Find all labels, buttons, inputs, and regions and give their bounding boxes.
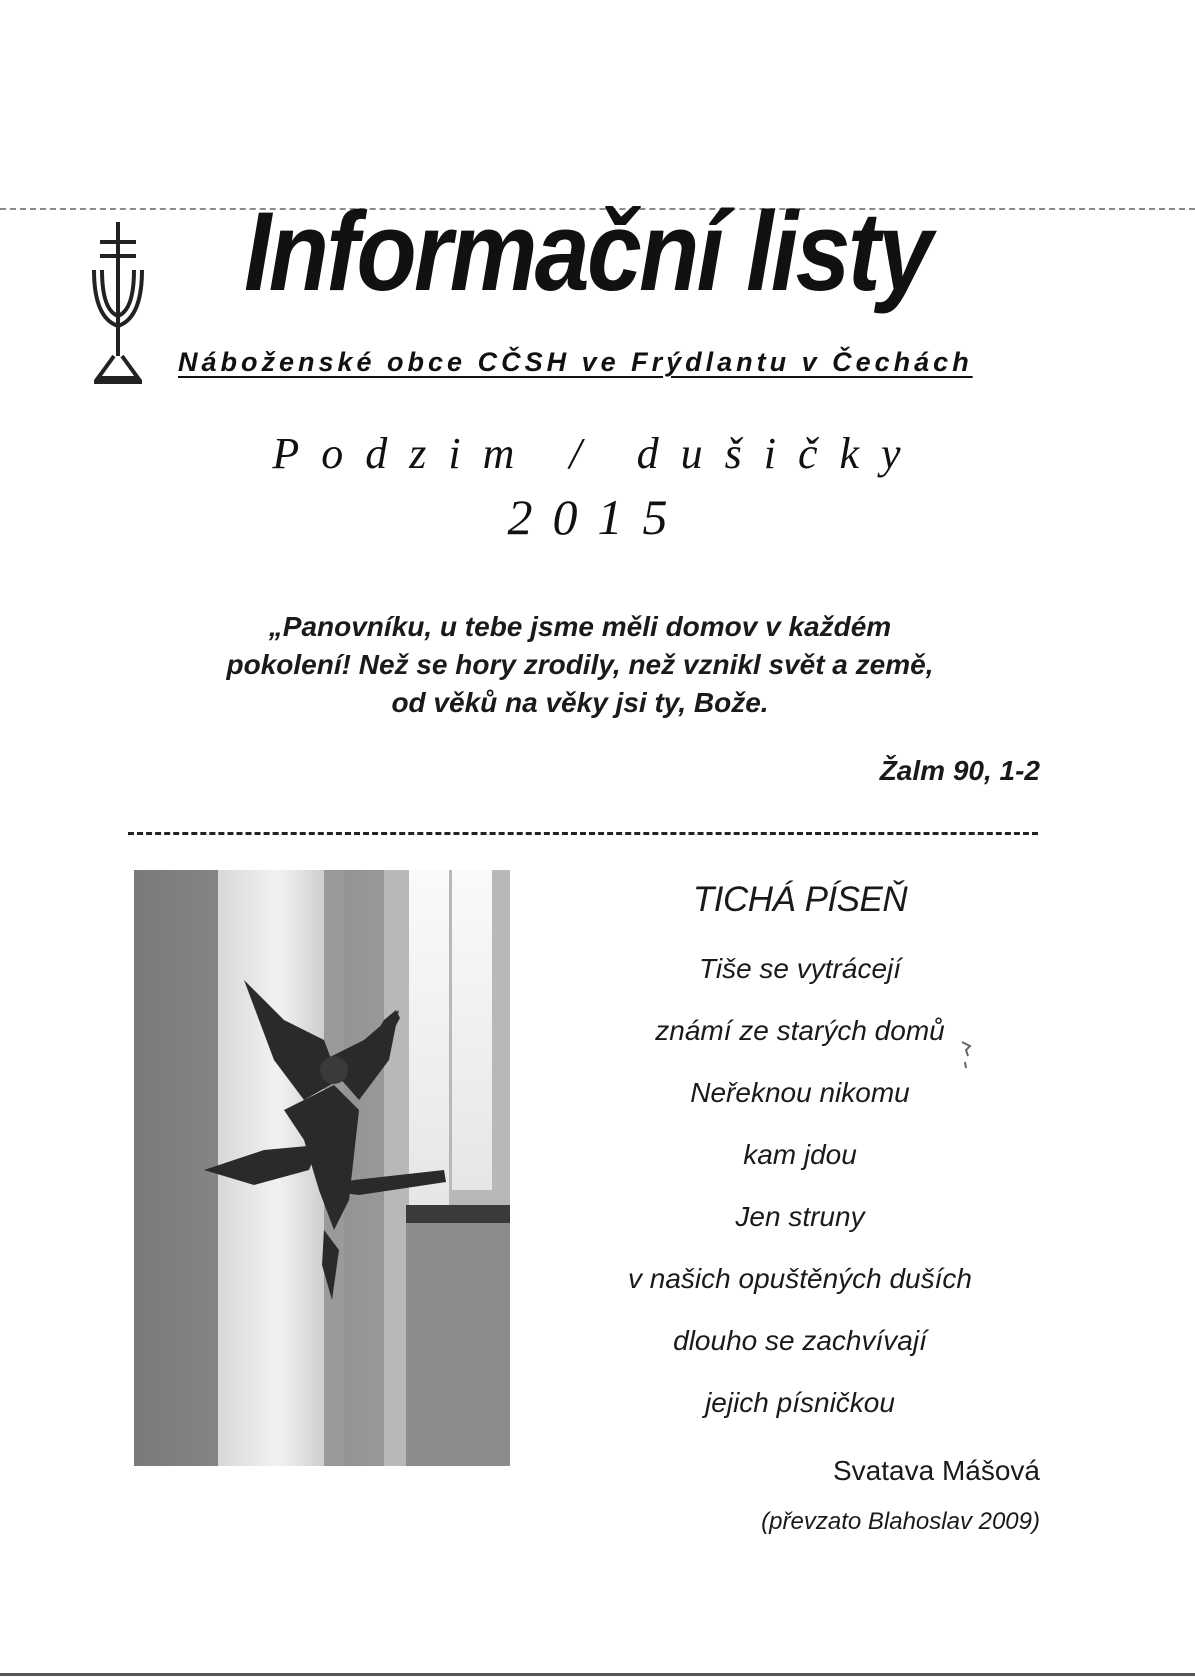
dashed-divider [128, 832, 1038, 835]
newsletter-subtitle: Náboženské obce CČSH ve Frýdlantu v Čechách [178, 347, 973, 377]
scripture-quote [120, 608, 1040, 722]
poem-lines [560, 938, 1040, 1434]
quote-line: „Panovníku, u tebe jsme měli domov v každém [268, 611, 892, 642]
quote-line: pokolení! Než se hory zrodily, než vznikl svět a země, [226, 649, 934, 680]
poem-line: Tiše se vytrácejí [698, 953, 902, 984]
poem-title: TICHÁ PÍSEŇ [692, 880, 908, 919]
angel-with-trumpet-photo [134, 870, 510, 1466]
poem-line: jejich písničkou [705, 1387, 895, 1418]
page-bottom-edge [0, 1673, 1195, 1676]
poem [560, 870, 1040, 1434]
issue-season: Podzim / dušičky [272, 429, 923, 478]
poem-line: v našich opuštěných duších [628, 1263, 972, 1294]
poem-author: Svatava Mášová [833, 1455, 1040, 1486]
issue-year: 2015 [507, 489, 688, 545]
poem-line: kam jdou [743, 1139, 857, 1170]
poem-line: Jen struny [735, 1201, 865, 1232]
scripture-reference: Žalm 90, 1-2 [879, 755, 1040, 786]
paper-speck [960, 1040, 972, 1070]
newsletter-title: Informační listy [244, 189, 931, 314]
poem-source: (převzato Blahoslav 2009) [761, 1508, 1040, 1535]
chalice-cross-icon [88, 218, 148, 388]
quote-line: od věků na věky jsi ty, Bože. [391, 687, 769, 718]
poem-line: Neřeknou nikomu [690, 1077, 910, 1108]
poem-line: dlouho se zachvívají [673, 1325, 927, 1356]
poem-line: známí ze starých domů [655, 1015, 945, 1046]
